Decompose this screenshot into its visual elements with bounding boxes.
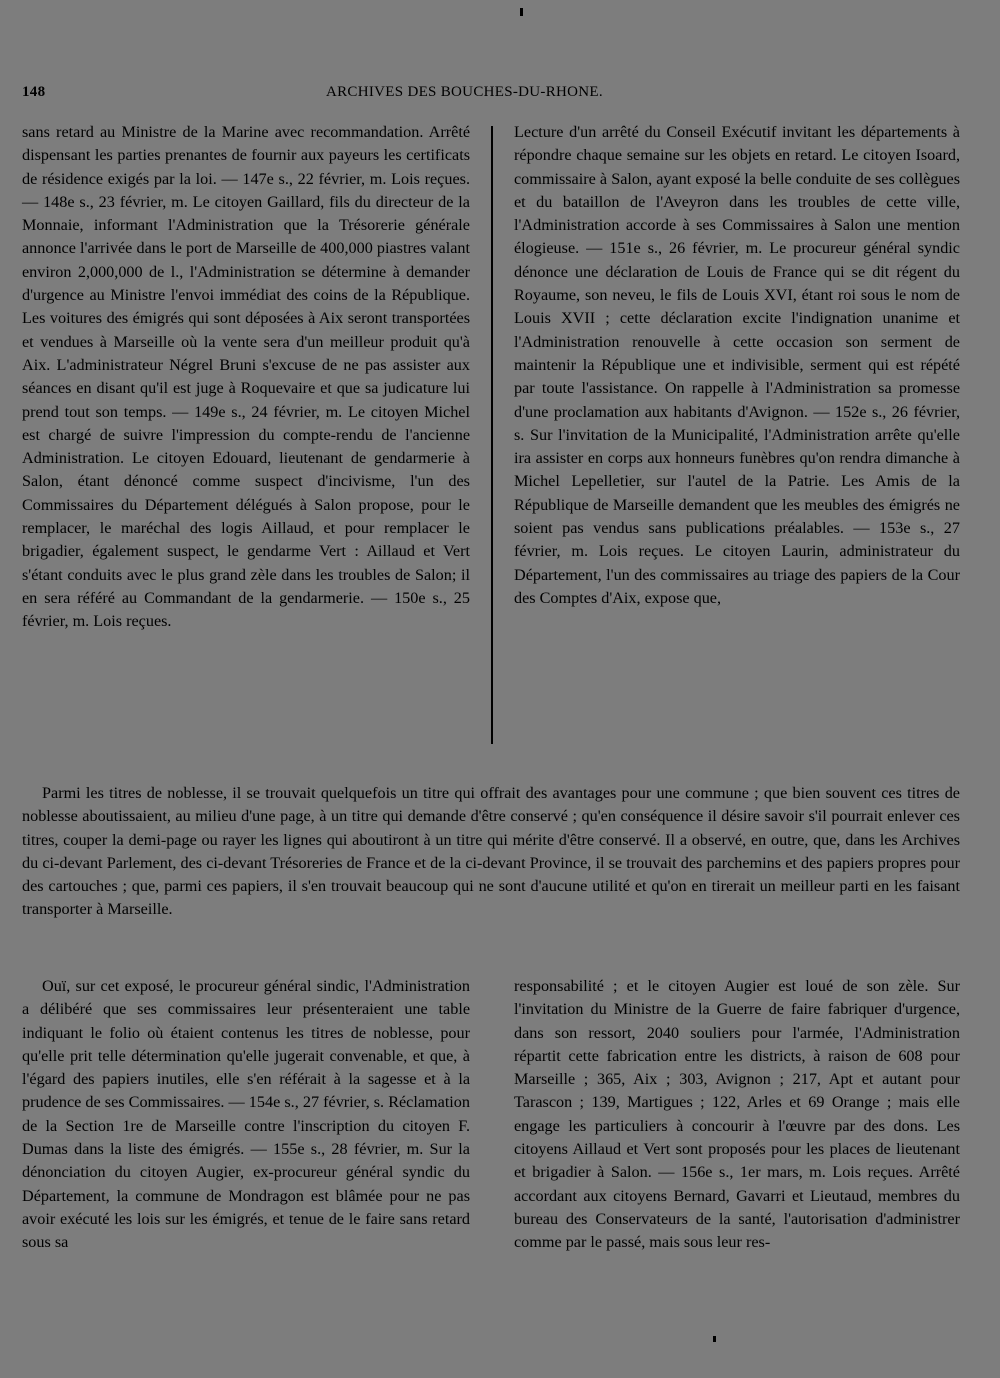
upper-right-column	[514, 121, 960, 610]
upper-right-text: Lecture d'un arrêté du Conseil Exécutif invitant les départements à répondre chaque semaine sur les objets en retard. Le citoyen Isoard, commissaire à Salon, ayant exposé la belle conduite de ses collègues et du bataillon de l'Aveyron dans les troubles de cette ville, l'Administration accorde à ses Commissaires à Salon une mention élogieuse. — 151e s., 26 février, m. Le procureur général syndic dénonce une déclaration de Louis de France qui se dit régent du Royaume, son neveu, le fils de Louis XVI, étant roi sous le nom de Louis XVII ; cette déclaration excite l'indignation unanime et l'Administration renouvelle à cette occasion son serment de maintenir la République une et indivisible, serment qui est répété par toute l'assistance. On rappelle à l'Administration sa promesse d'une proclamation aux habitants d'Avignon. — 152e s., 26 février, s. Sur l'invitation de la Municipalité, l'Administration arrête qu'elle ira assister en corps aux honneurs funèbres qu'on rendra dimanche à Michel Lepelletier, sur l'autel de la Patrie. Les Amis de la République de Marseille demandent que les meubles des émigrés ne soient pas vendus sans publications préalables. — 153e s., 27 février, m. Lois reçues. Le citoyen Laurin, administrateur du Département, l'un des commissaires au triage des papiers de la Cour des Comptes d'Aix, expose que,	[514, 123, 960, 607]
middle-text: Parmi les titres de noblesse, il se trouvait quelquefois un titre qui offrait des avantages pour une commune ; que bien souvent ces titres de noblesse aboutissaient, au milieu d'une page, à un titre qui demande d'être conservé ; qu'en conséquence il désire savoir s'il pourrait enlever ces titres, couper la demi-page ou rayer les lignes qui aboutiront à un titre qui mérite d'être conservé. Il a observé, en outre, que, dans les Archives du ci-devant Parlement, des ci-devant Trésoreries de France et de la ci-devant Province, il se trouvait des parchemins et des papiers propres pour des cartouches ; que, parmi ces papiers, il s'en trouvait beaucoup qui ne sont d'aucune utilité et qu'on en tirerait un meilleur parti en les faisant transporter à Marseille.	[22, 784, 960, 919]
scan-speck	[520, 8, 523, 16]
lower-left-column	[22, 975, 470, 1255]
page-header	[22, 84, 662, 106]
scan-speck	[713, 1336, 716, 1342]
upper-left-text: sans retard au Ministre de la Marine avec recommandation. Arrêté dispensant les parties prenantes de fournir aux payeurs les certificats de résidence exigés par la loi. — 147e s., 22 février, m. Lois reçues. — 148e s., 23 février, m. Le citoyen Gaillard, fils du directeur de la Monnaie, informant l'Administration que la Trésorerie générale annonce l'arrivée dans le port de Marseille de 400,000 piastres valant environ 2,000,000 de l., l'Administration se détermine à demander d'urgence au Ministre l'envoi immédiat des coins de la République. Les voitures des émigrés qui sont déposées à Aix seront transportées et vendues à Marseille où la vente sera d'un meilleur produit qu'à Aix. L'administrateur Négrel Bruni s'excuse de ne pas assister aux séances en disant qu'il est juge à Roquevaire et que sa judicature lui prend tout son temps. — 149e s., 24 février, m. Le citoyen Michel est chargé de suivre l'impression du compte-rendu de l'ancienne Administration. Le citoyen Edouard, lieutenant de gendarmerie à Salon, étant dénoncé comme suspect d'incivisme, l'un des Commissaires du Département délégués à Salon propose, pour le remplacer, le maréchal des logis Aillaud, et pour remplacer le brigadier, également suspect, le gendarme Vert : Aillaud et Vert s'étant conduits avec le plus grand zèle dans les troubles de Salon; il en sera référé au Commandant de la gendarmerie. — 150e s., 25 février, m. Lois reçues.	[22, 123, 470, 631]
lower-left-text: Ouï, sur cet exposé, le procureur général sindic, l'Administration a délibéré que ses commissaires leur présenteraient une table indiquant le folio où étaient contenus les titres de noblesse, pour qu'elle prit telle détermination qu'elle jugerait convenable, et que, à l'égard des papiers inutiles, elle s'en référait à la sagesse et à la prudence de ses Commissaires. — 154e s., 27 février, s. Réclamation de la Section 1re de Marseille contre l'inscription du citoyen F. Dumas dans la liste des émigrés. — 155e s., 28 février, m. Sur la dénonciation du citoyen Augier, ex-procureur général syndic du Département, la commune de Mondragon est blâmée pour ne pas avoir exécuté les lois sur les émigrés, et tenue de le faire sans retard sous sa	[22, 977, 470, 1252]
upper-left-column	[22, 121, 470, 634]
lower-right-column	[514, 975, 960, 1255]
full-width-paragraph	[22, 782, 960, 922]
lower-right-text: responsabilité ; et le citoyen Augier est loué de son zèle. Sur l'invitation du Ministre de la Guerre de faire fabriquer d'urgence, dans son ressort, 2040 souliers pour l'armée, l'Administration répartit cette fabrication entre les districts, à raison de 608 pour Marseille ; 365, Aix ; 303, Avignon ; 217, Apt et autant pour Tarascon ; 139, Martigues ; 122, Arles et 69 Orange ; mais elle engage les particuliers à concourir à l'œuvre par des dons. Les citoyens Aillaud et Vert sont proposés pour les places de lieutenant et brigadier à Salon. — 156e s., 1er mars, m. Lois reçues. Arrêté accordant aux citoyens Bernard, Gavarri et Lieutaud, membres du bureau des Conservateurs de la santé, l'autorisation d'administrer comme par le passé, mais sous leur res-	[514, 977, 960, 1252]
running-title: ARCHIVES DES BOUCHES-DU-RHONE.	[326, 84, 603, 100]
column-divider-upper	[491, 126, 493, 744]
page-number: 148	[22, 84, 46, 100]
